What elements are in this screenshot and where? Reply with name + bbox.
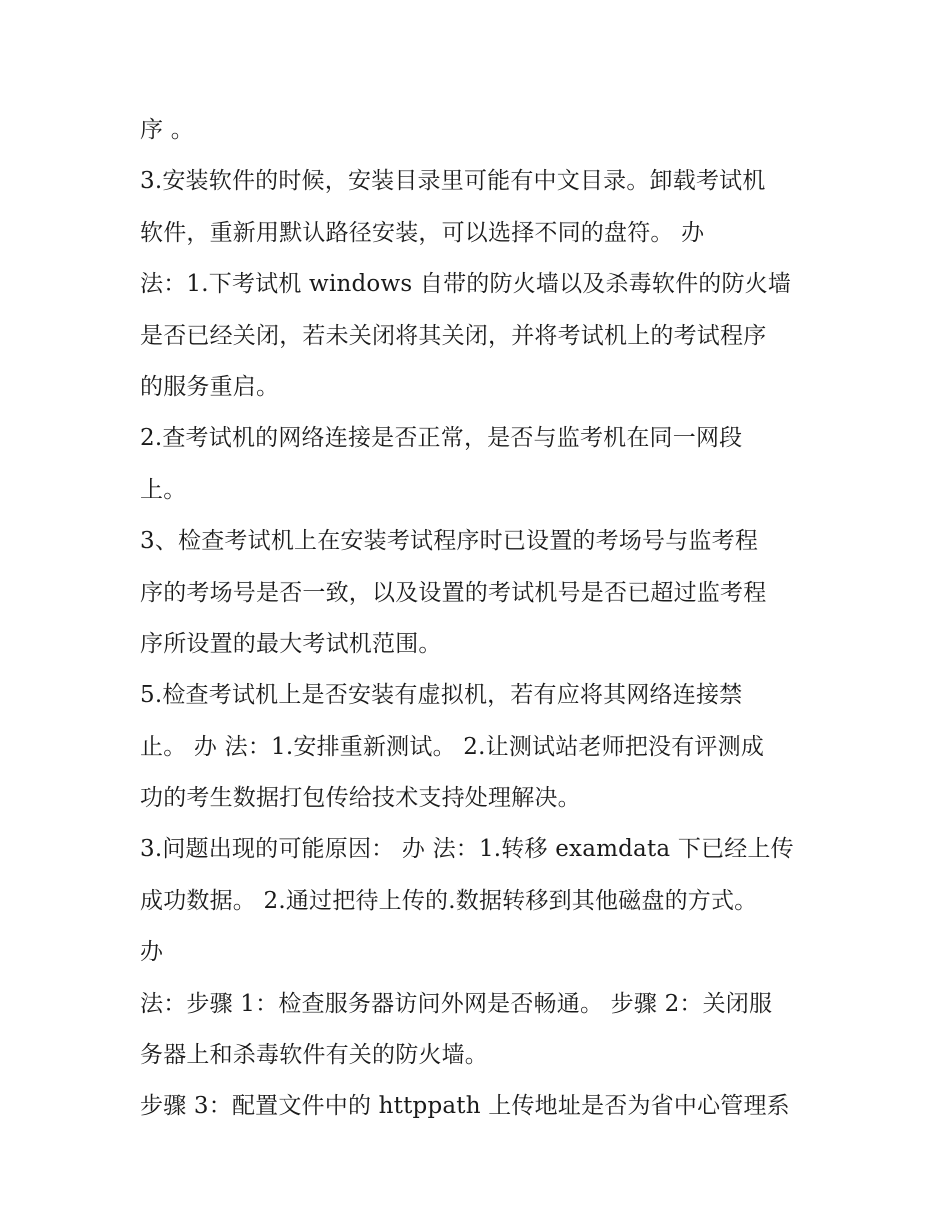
text-line: 2.查考试机的网络连接是否正常，是否与监考机在同一网段 [140, 425, 743, 452]
text-line: 上。 [140, 476, 187, 503]
document-body [140, 105, 830, 1133]
text-line: 序所设置的最大考试机范围。 [140, 630, 442, 657]
text-line: 步骤 3：配置文件中的 httppath 上传地址是否为省中心管理系 [140, 1093, 790, 1120]
text-line: 法：步骤 1：检查服务器访问外网是否畅通。 步骤 2：关闭服 [140, 990, 773, 1017]
text-line: 止。 办 法：1.安排重新测试。 2.让测试站老师把没有评测成 [140, 733, 765, 760]
text-line: 软件，重新用默认路径安装，可以选择不同的盘符。 办 [140, 219, 705, 246]
text-line: 3.问题出现的可能原因： 办 法：1.转移 examdata 下已经上传 [140, 836, 794, 863]
text-line: 3、检查考试机上在安装考试程序时已设置的考场号与监考程 [140, 528, 759, 555]
text-line: 的服务重启。 [140, 373, 280, 400]
text-line: 5.检查考试机上是否安装有虚拟机，若有应将其网络连接禁 [140, 682, 743, 709]
text-line: 务器上和杀毒软件有关的防火墙。 [140, 1042, 488, 1069]
text-line: 成功数据。 2.通过把待上传的.数据转移到其他磁盘的方式。 [140, 887, 758, 914]
text-line: 功的考生数据打包传给技术支持处理解决。 [140, 785, 581, 812]
text-line: 序的考场号是否一致，以及设置的考试机号是否已超过监考程 [140, 579, 767, 606]
text-line: 办 [140, 939, 164, 966]
text-line: 3.安装软件的时候，安装目录里可能有中文目录。卸载考试机 [140, 168, 766, 195]
text-line: 法：1.下考试机 windows 自带的防火墙以及杀毒软件的防火墙 [140, 271, 792, 298]
text-line: 是否已经关闭，若未关闭将其关闭，并将考试机上的考试程序 [140, 322, 767, 349]
text-line: 序 。 [140, 117, 194, 143]
